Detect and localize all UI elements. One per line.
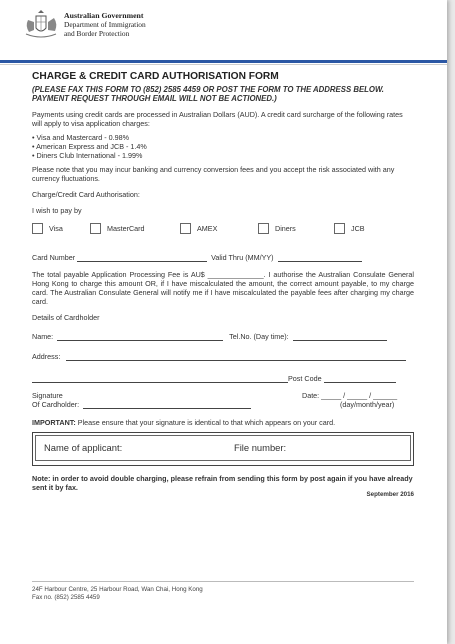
address-field-2[interactable]	[32, 374, 288, 383]
option-diners[interactable]	[258, 223, 334, 234]
valid-thru-field[interactable]	[278, 253, 362, 262]
signature-field[interactable]	[83, 400, 251, 409]
pay-by-label: I wish to pay by	[32, 205, 82, 215]
diners-label: Diners	[275, 224, 296, 234]
visa-checkbox[interactable]	[32, 223, 43, 234]
coat-of-arms-icon	[22, 10, 60, 42]
post-code-label: Post Code	[288, 373, 322, 383]
jcb-label: JCB	[351, 224, 365, 234]
amex-label: AMEX	[197, 224, 218, 234]
header-subrule	[0, 64, 447, 65]
footer-address: 24F Harbour Centre, 25 Harbour Road, Wan Chai, Hong Kong	[32, 586, 203, 593]
option-amex[interactable]	[180, 223, 258, 234]
file-number-label[interactable]: File number:	[234, 442, 287, 454]
intro-text: Payments using credit cards are processed in Australian Dollars (AUD). A credit card surcharge of the following rates will apply to visa application charges:	[32, 109, 403, 128]
department-line-2: and Border Protection	[64, 28, 130, 38]
double-charge-note: Note: in order to avoid double charging, please refrain from sending this form by post again if you have already sent it by fax.	[32, 473, 413, 492]
authorisation-statement: The total payable Application Processing Fee is AU$ ______________. I authorise the Australian Consulate General Hong Kong to charge this amount OR, if I have miscalculated the amount, the correct amount payable, to my charge card. The Australian Consulate General will notify me if I have miscalculated the payable fees after charging my charge card.	[32, 269, 414, 306]
fax-notice: (PLEASE FAX THIS FORM TO (852) 2585 4459 OR POST THE FORM TO THE ADDRESS BELOW. PAYMENT REQUEST THROUGH EMAIL WILL NOT BE ACTIONED.)	[32, 85, 384, 104]
post-code-field[interactable]	[324, 374, 396, 383]
name-row	[32, 327, 414, 341]
form-title: CHARGE & CREDIT CARD AUTHORISATION FORM	[32, 71, 279, 82]
signature-block	[32, 391, 282, 409]
department-name	[64, 12, 146, 38]
important-text: Please ensure that your signature is identical to that which appears on your card.	[75, 417, 336, 427]
valid-thru-label: Valid Thru (MM/YY)	[211, 252, 274, 262]
important-note	[32, 418, 414, 427]
letterhead	[0, 0, 447, 60]
header-rule	[0, 60, 447, 63]
footer-fax: Fax no. (852) 2585 4459	[32, 593, 100, 601]
jcb-checkbox[interactable]	[334, 223, 345, 234]
footer-rule	[32, 581, 414, 582]
rate-item: • Visa and Mastercard - 0.98%	[32, 132, 130, 142]
address-row	[32, 347, 414, 361]
applicant-box	[32, 432, 414, 466]
fees-note: Please note that you may incur banking and currency conversion fees and you accept the risk associated with any currency fluctuations.	[32, 164, 395, 183]
footer	[32, 586, 203, 601]
form-version-date: September 2016	[366, 490, 414, 498]
amex-checkbox[interactable]	[180, 223, 191, 234]
tel-label: Tel.No. (Day time):	[229, 331, 289, 341]
visa-label: Visa	[49, 224, 63, 234]
date-label: Date: _____ / _____ / ______	[302, 390, 398, 400]
name-field[interactable]	[57, 332, 223, 341]
rate-item: • Diners Club International - 1.99%	[32, 150, 143, 160]
government-name: Australian Government	[64, 11, 144, 20]
card-number-label: Card Number	[32, 252, 76, 262]
tel-field[interactable]	[293, 332, 387, 341]
name-label: Name:	[32, 331, 54, 341]
department-line-1: Department of Immigration	[64, 19, 146, 29]
option-jcb[interactable]	[334, 223, 365, 234]
option-mastercard[interactable]	[90, 223, 180, 234]
important-label: IMPORTANT:	[32, 417, 76, 427]
cardholder-heading: Details of Cardholder	[32, 312, 100, 322]
authorisation-heading: Charge/Credit Card Authorisation:	[32, 189, 140, 199]
surcharge-rates	[32, 133, 414, 160]
form-body	[32, 72, 414, 499]
address-field-1[interactable]	[66, 352, 406, 361]
date-block[interactable]	[302, 391, 397, 409]
mastercard-label: MasterCard	[107, 224, 145, 234]
signature-label-2: Of Cardholder:	[32, 399, 80, 409]
date-format: (day/month/year)	[340, 399, 395, 409]
applicant-box-inner	[35, 435, 411, 461]
rate-item: • American Express and JCB - 1.4%	[32, 141, 147, 151]
applicant-name-label[interactable]: Name of applicant:	[44, 442, 123, 454]
signature-label-1: Signature	[32, 390, 63, 400]
address-label: Address:	[32, 351, 61, 361]
mastercard-checkbox[interactable]	[90, 223, 101, 234]
address-second-row	[32, 369, 414, 383]
card-number-row	[32, 248, 414, 262]
option-visa[interactable]	[32, 223, 90, 234]
card-type-options	[32, 220, 414, 238]
diners-checkbox[interactable]	[258, 223, 269, 234]
card-number-field[interactable]	[77, 253, 207, 262]
signature-row	[32, 391, 414, 409]
